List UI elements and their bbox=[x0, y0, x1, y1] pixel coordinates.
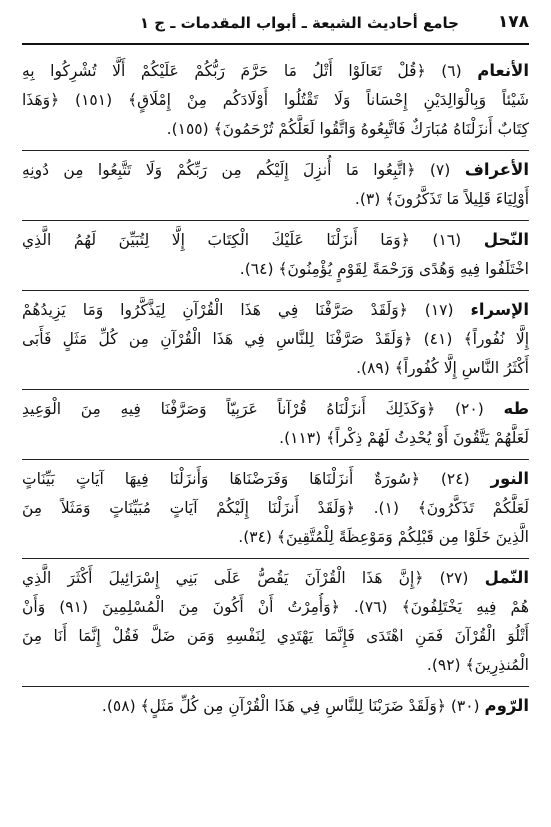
verse-entry bbox=[22, 291, 529, 390]
verse-line bbox=[22, 56, 529, 86]
header-divider bbox=[22, 43, 529, 45]
surah-name: النّمل bbox=[484, 568, 529, 587]
verse-line bbox=[22, 394, 529, 424]
verse-entry bbox=[22, 52, 529, 151]
verse-line bbox=[22, 354, 529, 383]
surah-name: الإسراء bbox=[470, 300, 529, 319]
surah-name: النور bbox=[490, 469, 529, 488]
verse-entry bbox=[22, 390, 529, 460]
verse-text: كِتَابٌ أَنزَلْنَاهُ مُبَارَكٌ فَاتَّبِعُوهُ وَاتَّقُوا لَعَلَّكُمْ تُرْحَمُونَ﴾ (١٥٥). bbox=[166, 120, 529, 138]
page-header bbox=[22, 12, 529, 38]
verse-text: أَوْلِيَاءَ قَلِيلاً مَا تَذَكَّرُونَ﴾ (٣). bbox=[354, 190, 529, 208]
verse-text: هُمْ فِيهِ يَخْتَلِفُونَ﴾ (٧٦). ﴿وَأُمِرْتُ أَنْ أَكُونَ مِنَ الْمُسْلِمِينَ (٩١) وَأَنْ bbox=[22, 598, 529, 616]
surah-name: الأعراف bbox=[464, 160, 529, 179]
verse-text: (٢٧) ﴿إِنَّ هَذَا الْقُرْآنَ يَقُصُّ عَلَى بَنِي إِسْرَائِيلَ أَكْثَرَ الَّذِي bbox=[22, 569, 469, 587]
verse-list bbox=[22, 52, 529, 727]
verse-text: إِلَّا نُفُوراً﴾ (٤١) ﴿وَلَقَدْ صَرَّفْنَا لِلنَّاسِ فِي هَذَا الْقُرْآنِ مِن كُلِّ مَثَلٍ فَأَبَى bbox=[22, 330, 529, 348]
verse-line bbox=[22, 424, 529, 453]
verse-text: اخْتَلَفُوا فِيهِ وَهُدًى وَرَحْمَةً لِقَوْمٍ يُؤْمِنُونَ﴾ (٦٤). bbox=[239, 260, 529, 278]
running-title: جامع أحاديث الشيعة ـ أبواب المقدمات ـ ج ١ bbox=[139, 14, 459, 32]
verse-line bbox=[22, 295, 529, 325]
verse-line bbox=[22, 651, 529, 680]
verse-line bbox=[22, 185, 529, 214]
verse-text: (٣٠) ﴿وَلَقَدْ ضَرَبْنَا لِلنَّاسِ فِي هَذَا الْقُرْآنِ مِن كُلِّ مَثَلٍ﴾ (٥٨). bbox=[101, 697, 480, 715]
verse-line bbox=[22, 622, 529, 651]
verse-entry bbox=[22, 460, 529, 559]
verse-line bbox=[22, 115, 529, 144]
verse-line bbox=[22, 494, 529, 523]
verse-text: (٦) ﴿قُلْ تَعَالَوْا أَتْلُ مَا حَرَّمَ رَبُّكُمْ عَلَيْكُمْ أَلَّا تُشْرِكُوا بِهِ bbox=[22, 62, 462, 80]
page-number: ١٧٨ bbox=[497, 12, 529, 32]
verse-text: شَيْئاً وَبِالْوَالِدَيْنِ إِحْسَاناً وَلَا تَقْتُلُوا أَوْلَادَكُم مِنْ إِمْلَاقٍ﴾ (١٥١) ﴿وَهَذَا bbox=[22, 91, 529, 109]
surah-name: الأنعام bbox=[477, 61, 529, 80]
verse-line bbox=[22, 523, 529, 552]
verse-line bbox=[22, 593, 529, 622]
verse-entry bbox=[22, 221, 529, 291]
verse-line bbox=[22, 563, 529, 593]
verse-text: أَكْثَرُ النَّاسِ إِلَّا كُفُوراً﴾ (٨٩). bbox=[356, 359, 529, 377]
verse-text: (١٧) ﴿وَلَقَدْ صَرَّفْنَا فِي هَذَا الْقُرْآنِ لِيَذَّكَّرُوا وَمَا يَزِيدُهُمْ bbox=[22, 301, 454, 319]
verse-line bbox=[22, 464, 529, 494]
surah-name: طه bbox=[503, 399, 529, 418]
verse-text: (٢٤) ﴿سُورَةٌ أَنزَلْنَاهَا وَفَرَضْنَاهَا وَأَنزَلْنَا فِيهَا آيَاتٍ بَيِّنَاتٍ bbox=[22, 470, 470, 488]
verse-entry bbox=[22, 687, 529, 727]
verse-text: أَتْلُوَ الْقُرْآنَ فَمَنِ اهْتَدَى فَإِنَّمَا يَهْتَدِي لِنَفْسِهِ وَمَن ضَلَّ فَقُلْ إِنَّمَا أَنَا مِنَ bbox=[22, 627, 529, 645]
verse-text: لَعَلَّهُمْ يَتَّقُونَ أَوْ يُحْدِثُ لَهُمْ ذِكْراً﴾ (١١٣). bbox=[279, 429, 529, 447]
verse-text: لَعَلَّكُمْ تَذَكَّرُونَ﴾ (١). ﴿وَلَقَدْ أَنزَلْنَا إِلَيْكُمْ آيَاتٍ مُبَيِّنَاتٍ وَمَثَلاً مِنَ bbox=[22, 499, 529, 517]
verse-text: (٢٠) ﴿وَكَذَلِكَ أَنزَلْنَاهُ قُرْآناً عَرَبِيّاً وَصَرَّفْنَا فِيهِ مِنَ الْوَعِيدِ bbox=[22, 400, 484, 418]
surah-name: الرّوم bbox=[484, 696, 529, 715]
verse-line bbox=[22, 225, 529, 255]
verse-entry bbox=[22, 151, 529, 221]
verse-text: الْمُنذِرِينَ﴾ (٩٢). bbox=[426, 656, 529, 674]
verse-line bbox=[22, 155, 529, 185]
verse-line bbox=[22, 325, 529, 354]
verse-text: (١٦) ﴿وَمَا أَنزَلْنَا عَلَيْكَ الْكِتَابَ إِلَّا لِتُبَيِّنَ لَهُمُ الَّذِي bbox=[22, 231, 462, 249]
verse-line bbox=[22, 86, 529, 115]
verse-entry bbox=[22, 559, 529, 687]
surah-name: النّحل bbox=[483, 230, 529, 249]
verse-line bbox=[22, 691, 529, 721]
verse-text: (٧) ﴿اتَّبِعُوا مَا أُنزِلَ إِلَيْكُم مِن رَبِّكُمْ وَلَا تَتَّبِعُوا مِن دُونِهِ bbox=[22, 161, 451, 179]
verse-line bbox=[22, 255, 529, 284]
verse-text: الَّذِينَ خَلَوْا مِن قَبْلِكُمْ وَمَوْعِظَةً لِلْمُتَّقِينَ﴾ (٣٤). bbox=[238, 528, 529, 546]
